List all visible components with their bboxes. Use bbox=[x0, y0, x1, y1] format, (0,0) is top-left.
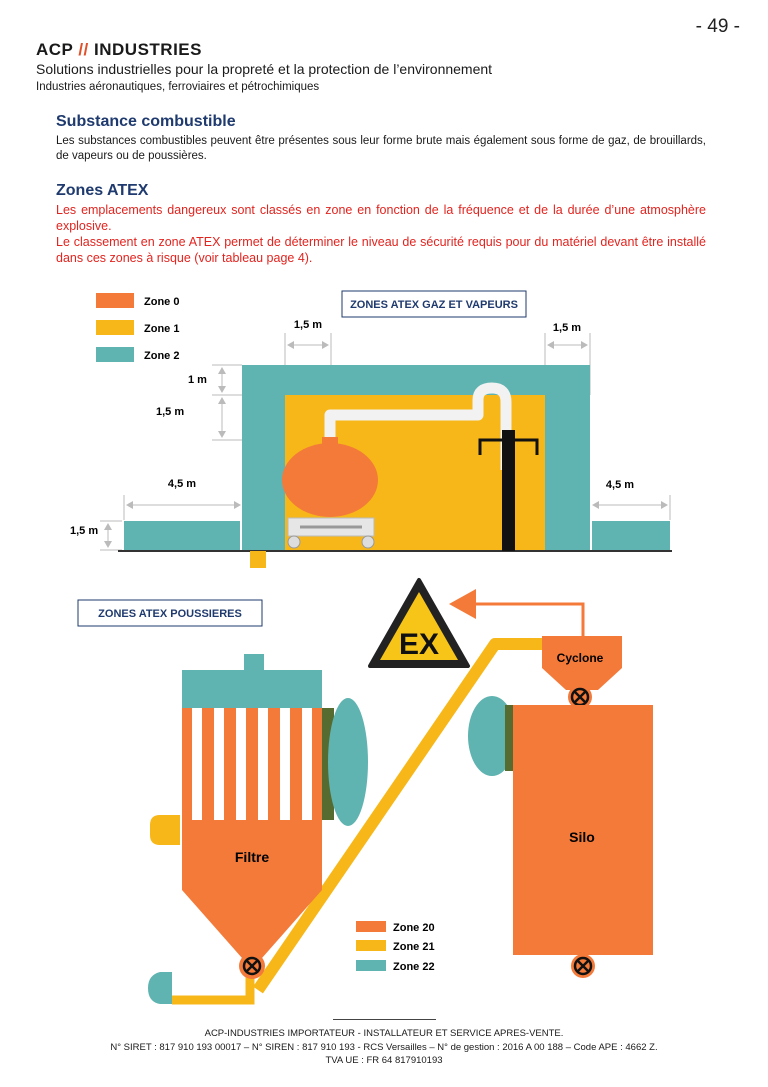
exhaust-arrow bbox=[452, 604, 583, 636]
footer-line-1: ACP-INDUSTRIES IMPORTATEUR - INSTALLATEUR ET SERVICE APRES-VENTE. bbox=[204, 1028, 564, 1039]
legend-label-zone-1: Zone 1 bbox=[144, 323, 180, 335]
legend-label-zone-0: Zone 0 bbox=[144, 296, 180, 308]
legend-swatch-zone-20 bbox=[356, 921, 386, 932]
filter-unit bbox=[182, 654, 368, 979]
dim-side-left: 4,5 m bbox=[167, 478, 197, 490]
substance-heading: Substance combustible bbox=[56, 113, 236, 130]
gas-zone-1-drain bbox=[250, 551, 266, 568]
legend-swatch-zone-0 bbox=[96, 293, 134, 308]
cyclone-label: Cyclone bbox=[556, 651, 604, 665]
legend-swatch-zone-2 bbox=[96, 347, 134, 362]
ex-warning-text: EX bbox=[398, 628, 440, 661]
dim-height-1: 1 m bbox=[188, 374, 207, 386]
fan-bottom bbox=[148, 972, 172, 1004]
atex-text bbox=[56, 202, 706, 266]
footer-line-3: TVA UE : FR 64 817910193 bbox=[325, 1055, 443, 1066]
ex-warning-sign bbox=[370, 580, 468, 666]
atex-paragraph-1: Les emplacements dangereux sont classés en zone en fonction de la fréquence et de la durée d’une atmosphère explosive. bbox=[56, 203, 706, 233]
atex-heading: Zones ATEX bbox=[56, 182, 149, 199]
dim-top-right: 1,5 m bbox=[552, 322, 582, 334]
legend-swatch-zone-21 bbox=[356, 940, 386, 951]
page-number: - 49 - bbox=[695, 16, 740, 37]
dim-ground: 1,5 m bbox=[70, 525, 99, 537]
company-name-b: INDUSTRIES bbox=[94, 40, 202, 59]
footer-divider bbox=[333, 1019, 436, 1020]
conveyor-bottom bbox=[172, 975, 250, 1000]
dim-height-2: 1,5 m bbox=[156, 406, 185, 418]
gas-legend bbox=[96, 293, 179, 362]
legend-label-zone-20: Zone 20 bbox=[393, 922, 435, 934]
filter-label: Filtre bbox=[234, 849, 270, 865]
company-name-a: ACP bbox=[36, 40, 74, 59]
dust-title: ZONES ATEX POUSSIERES bbox=[98, 608, 242, 620]
company-name bbox=[36, 40, 202, 60]
company-slash: // bbox=[78, 40, 89, 59]
company-sectors: Industries aéronautiques, ferroviaires et pétrochimiques bbox=[36, 81, 320, 93]
filter-inlet bbox=[150, 815, 180, 845]
atex-paragraph-2: Le classement en zone ATEX permet de déterminer le niveau de sécurité requis pour du matériel devant être installé dans ces zones à risque (voir tableau page 4). bbox=[56, 235, 706, 265]
legend-label-zone-2: Zone 2 bbox=[144, 350, 180, 362]
dust-legend bbox=[356, 921, 435, 973]
cyclone-unit bbox=[542, 636, 622, 709]
company-tagline: Solutions industrielles pour la propreté et la protection de l’environnement bbox=[36, 61, 493, 77]
gas-title: ZONES ATEX GAZ ET VAPEURS bbox=[350, 299, 518, 311]
legend-label-zone-22: Zone 22 bbox=[393, 961, 435, 973]
substance-text: Les substances combustibles peuvent être présentes sous leur forme brute mais également sous forme de gaz, de brouillards, de vapeurs ou de poussières. bbox=[56, 135, 706, 162]
dim-side-right: 4,5 m bbox=[605, 479, 635, 491]
silo-label: Silo bbox=[569, 829, 595, 845]
atex-zones-diagram bbox=[0, 280, 768, 1015]
silo-unit bbox=[468, 696, 653, 978]
footer bbox=[0, 1027, 768, 1068]
tank-truck bbox=[282, 437, 378, 548]
gas-zone-2-right bbox=[592, 521, 670, 551]
legend-swatch-zone-22 bbox=[356, 960, 386, 971]
legend-swatch-zone-1 bbox=[96, 320, 134, 335]
dim-top-left: 1,5 m bbox=[293, 319, 323, 331]
legend-label-zone-21: Zone 21 bbox=[393, 941, 435, 953]
footer-line-2: N° SIRET : 817 910 193 00017 – N° SIREN : 817 910 193 - RCS Versailles – N° de gestion : 2016 A 00 188 – Code APE : 4662 Z. bbox=[110, 1041, 658, 1053]
gas-zone-2-left bbox=[124, 521, 240, 551]
